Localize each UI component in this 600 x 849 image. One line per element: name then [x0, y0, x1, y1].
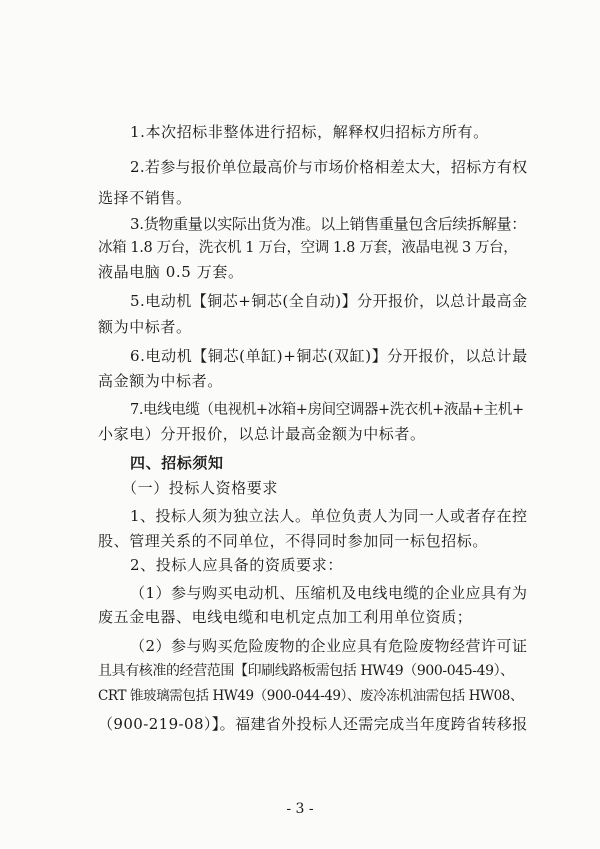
- paragraph-5-line-1: 5.电动机【铜芯+铜芯(全自动)】分开报价，以总计最高金: [130, 292, 528, 310]
- paragraph-7-line-1: 7.电线电缆（电视机+冰箱+房间空调器+洗衣机+液晶+主机+: [130, 402, 524, 418]
- qualification-1-line-1: （1）参与购买电动机、压缩机及电线电缆的企业应具有为: [130, 584, 528, 602]
- requirement-1-line-2: 股、管理关系的不同单位，不得同时参加同一标包招标。: [98, 532, 489, 550]
- paragraph-2-line-2: 选择不销售。: [98, 189, 192, 207]
- paragraph-1-line-1: 1.本次招标非整体进行招标，解释权归招标方所有。: [130, 123, 489, 141]
- subsection-heading-1: （一）投标人资格要求: [122, 479, 279, 497]
- page-number: - 3 -: [286, 801, 314, 817]
- qualification-2-line-3: CRT 锥玻璃需包括 HW49（900-044-49）、废冷冻机油需包括 HW08、: [98, 688, 524, 704]
- paragraph-3-line-2: 冰箱 1.8 万台，洗衣机 1 万台，空调 1.8 万套，液晶电视 3 万台，: [98, 240, 518, 256]
- paragraph-3-line-3: 液晶电脑 0.5 万套。: [98, 263, 244, 281]
- qualification-2-line-4: （900-219-08）】。福建省外投标人还需完成当年度跨省转移报: [98, 715, 528, 733]
- qualification-1-line-2: 废五金电器、电线电缆和电机定点加工利用单位资质；: [98, 608, 473, 626]
- paragraph-2-line-1: 2.若参与报价单位最高价与市场价格相差太大，招标方有权: [130, 158, 528, 176]
- requirement-1-line-1: 1、投标人须为独立法人。单位负责人为同一人或者存在控: [130, 507, 528, 525]
- requirement-2-line-1: 2、投标人应具备的资质要求：: [130, 556, 343, 574]
- paragraph-5-line-2: 额为中标者。: [98, 318, 192, 336]
- paragraph-7-line-2: 小家电）分开报价，以总计最高金额为中标者。: [98, 425, 426, 443]
- qualification-2-line-1: （2）参与购买危险废物的企业应具有危险废物经营许可证: [130, 637, 528, 655]
- qualification-2-line-2: 且具有核准的经营范围【印刷线路板需包括 HW49（900-045-49）、: [98, 663, 514, 679]
- paragraph-3-line-1: 3.货物重量以实际出货为准。以上销售重量包含后续拆解量：: [130, 215, 526, 233]
- paragraph-6-line-1: 6.电动机【铜芯(单缸)+铜芯(双缸)】分开报价，以总计最: [130, 347, 528, 365]
- paragraph-6-line-2: 高金额为中标者。: [98, 372, 223, 390]
- section-heading-4: 四、招标须知: [130, 454, 224, 472]
